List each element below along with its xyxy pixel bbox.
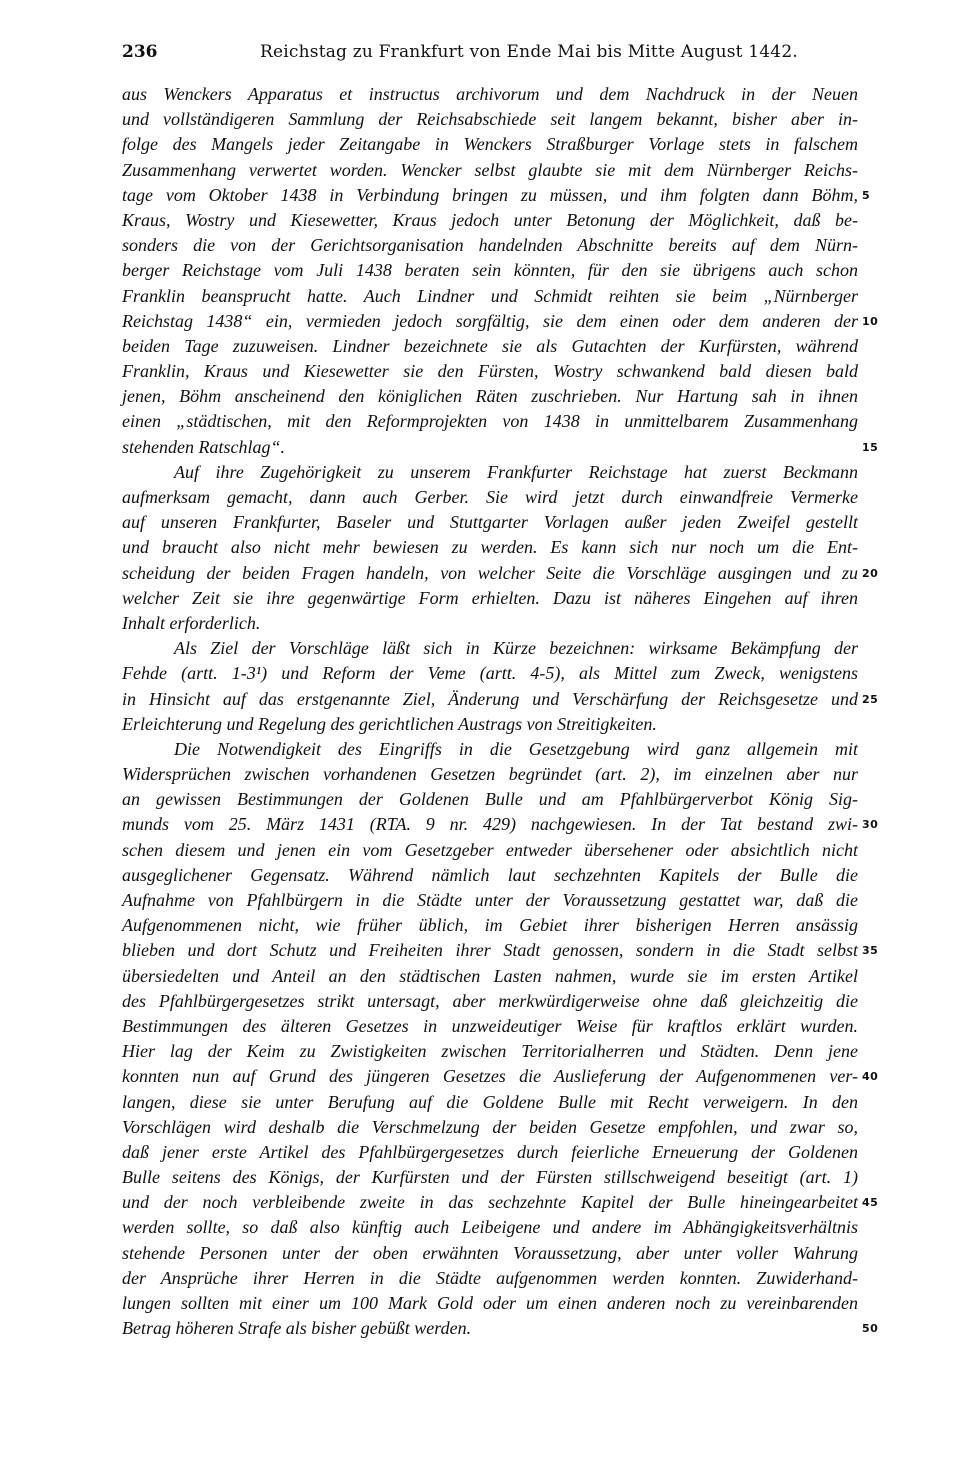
line-text: lungen sollten mit einer um 100 Mark Gold oder um einen anderen noch zu vereinbarenden xyxy=(122,1293,858,1313)
margin-line-number: 15 xyxy=(862,440,879,454)
text-line xyxy=(122,661,858,686)
line-text: folge des Mangels jeder Zeitangabe in Wenckers Straßburger Vorlage stets in falschem xyxy=(122,134,858,155)
line-text: Die Notwendigkeit des Eingriffs in die Gesetzgebung wird ganz allgemein mit xyxy=(174,738,858,759)
line-text: an gewissen Bestimmungen der Goldenen Bulle und am Pfahlbürgerverbot König Sig- xyxy=(122,789,858,810)
text-line xyxy=(122,863,858,888)
line-text: und braucht also nicht mehr bewiesen zu werden. Es kann sich nur noch um die Ent- xyxy=(122,537,858,558)
margin-line-number: 45 xyxy=(862,1196,879,1210)
text-line xyxy=(122,1115,858,1140)
line-text: des Pfahlbürgergesetzes strikt untersagt, aber merkwürdigerweise ohne daß gleichzeitig die xyxy=(122,990,858,1011)
text-line xyxy=(122,435,879,460)
running-head: Reichstag zu Frankfurt von Ende Mai bis Mitte August 1442. xyxy=(260,42,798,62)
line-text: und der noch verbleibende zweite in das sechzehnte Kapitel der Bulle hineingearbeitet xyxy=(122,1192,858,1213)
text-line xyxy=(122,1241,858,1266)
line-text: scheidung der beiden Fragen handeln, von welcher Seite die Vorschläge ausgingen und zu xyxy=(122,562,858,583)
line-text: langen, diese sie unter Berufung auf die Goldene Bulle mit Recht verweigern. In den xyxy=(122,1091,858,1112)
line-text: stehende Personen unter der oben erwähnten Voraussetzung, aber unter voller Wahrung xyxy=(122,1242,858,1263)
margin-line-number: 30 xyxy=(862,818,879,832)
line-text: konnten nun auf Grund des jüngeren Gesetzes die Auslieferung der Aufgenommenen ver- xyxy=(122,1066,858,1087)
line-text: Fehde (artt. 1-3¹) und Reform der Veme (artt. 4-5), als Mittel zum Zweck, wenigstens xyxy=(122,663,858,684)
text-line xyxy=(122,737,858,762)
text-line xyxy=(122,712,858,737)
line-text: und vollständigeren Sammlung der Reichsabschiede seit langem bekannt, bisher aber in- xyxy=(122,109,858,130)
text-line xyxy=(122,636,858,661)
text-line xyxy=(122,1266,858,1291)
text-line xyxy=(122,938,879,963)
text-line xyxy=(122,158,858,183)
line-text: Inhalt erforderlich. xyxy=(122,612,261,633)
line-text: Auf ihre Zugehörigkeit zu unserem Frankfurter Reichstage hat zuerst Beckmann xyxy=(174,461,858,482)
text-line xyxy=(122,132,858,157)
text-line xyxy=(122,611,858,636)
line-text: beiden Tage zuzuweisen. Lindner bezeichnete sie als Gutachten der Kurfürsten, während xyxy=(122,335,858,356)
text-line xyxy=(122,409,858,434)
line-text: Zusammenhang verwertet worden. Wencker selbst glaubte sie mit dem Nürnberger Reichs- xyxy=(122,159,858,180)
line-text: ausgeglichener Gegensatz. Während nämlich laut sechzehnten Kapitels der Bulle die xyxy=(122,864,858,885)
margin-line-number: 20 xyxy=(862,566,879,580)
line-text: Bestimmungen des älteren Gesetzes in unzweideutiger Weise für kraftlos erklärt wurden. xyxy=(122,1015,858,1036)
text-line xyxy=(122,687,879,712)
text-line xyxy=(122,561,879,586)
line-text: Reichstag 1438“ ein, vermieden jedoch sorgfältig, sie dem einen oder dem anderen der xyxy=(122,310,858,331)
line-text: aus Wenckers Apparatus et instructus archivorum und dem Nachdruck in der Neuen xyxy=(122,84,858,104)
line-text: Betrag höheren Strafe als bisher gebüßt werden. xyxy=(122,1318,472,1339)
text-line xyxy=(122,334,858,359)
text-line xyxy=(122,183,871,208)
text-line xyxy=(122,586,858,611)
text-line xyxy=(122,787,858,812)
line-text: blieben und dort Schutz und Freiheiten ihrer Stadt genossen, sondern in die Stadt selbst xyxy=(122,940,858,961)
line-text: auf unseren Frankfurter, Baseler und Stuttgarter Vorlagen außer jeden Zweifel gestellt xyxy=(122,512,858,533)
margin-line-number: 5 xyxy=(862,188,871,202)
text-line xyxy=(122,233,858,258)
page-header xyxy=(122,42,862,68)
margin-line-number: 40 xyxy=(862,1070,879,1084)
text-line xyxy=(122,384,858,409)
text-line xyxy=(122,107,858,132)
line-text: Aufnahme von Pfahlbürgern in die Städte unter der Voraussetzung gestattet war, daß die xyxy=(122,890,858,910)
text-line xyxy=(122,1014,858,1039)
line-text: sonders die von der Gerichtsorganisation handelnden Abschnitte bereits auf dem Nürn- xyxy=(122,235,858,256)
page-number: 236 xyxy=(122,42,158,62)
text-line xyxy=(122,1190,879,1215)
text-line xyxy=(122,1165,858,1190)
line-text: daß jener erste Artikel des Pfahlbürgergesetzes durch feierliche Erneuerung der Goldenen xyxy=(122,1141,858,1162)
line-text: aufmerksam gemacht, dann auch Gerber. Sie wird jetzt durch einwandfreie Vermerke xyxy=(122,487,858,507)
text-line xyxy=(122,1140,858,1165)
line-text: in Hinsicht auf das erstgenannte Ziel, Änderung und Verschärfung der Reichsgesetze und xyxy=(122,688,858,709)
line-text: der Ansprüche ihrer Herren in die Städte aufgenommen werden konnten. Zuwiderhand- xyxy=(122,1267,858,1288)
text-line xyxy=(122,812,879,837)
text-line xyxy=(122,1316,879,1341)
text-line xyxy=(122,1039,858,1064)
text-line xyxy=(122,510,858,535)
line-text: schen diesem und jenen ein vom Gesetzgeber entweder übersehener oder absichtlich nicht xyxy=(122,839,858,860)
text-line xyxy=(122,485,858,510)
line-text: Bulle seitens des Königs, der Kurfürsten und der Fürsten stillschweigend beseitigt (art. 1) xyxy=(122,1167,858,1188)
line-text: Widersprüchen zwischen vorhandenen Gesetzen begründet (art. 2), im einzelnen aber nur xyxy=(122,764,858,785)
margin-line-number: 10 xyxy=(862,314,879,328)
text-line xyxy=(122,1064,879,1089)
line-text: einen „städtischen, mit den Reformprojekten von 1438 in unmittelbarem Zusammenhang xyxy=(122,411,858,432)
line-text: Franklin beansprucht hatte. Auch Lindner und Schmidt reihten sie beim „Nürnberger xyxy=(122,285,858,306)
text-line xyxy=(122,460,858,485)
text-line xyxy=(122,284,858,309)
text-line xyxy=(122,535,858,560)
text-line xyxy=(122,1215,858,1240)
margin-line-number: 25 xyxy=(862,692,879,706)
text-line xyxy=(122,309,879,334)
text-line xyxy=(122,964,858,989)
text-line xyxy=(122,359,858,384)
line-text: tage vom Oktober 1438 in Verbindung bringen zu müssen, und ihm folgten dann Böhm, xyxy=(122,184,858,205)
line-text: Franklin, Kraus und Kiesewetter sie den Fürsten, Wostry schwankend bald diesen bald xyxy=(122,361,858,382)
line-text: munds vom 25. März 1431 (RTA. 9 nr. 429) nachgewiesen. In der Tat bestand zwi- xyxy=(122,814,858,835)
margin-line-number: 50 xyxy=(862,1322,879,1336)
line-text: berger Reichstage vom Juli 1438 beraten sein könnten, für den sie übrigens auch schon xyxy=(122,260,858,281)
text-line xyxy=(122,838,858,863)
text-line xyxy=(122,1090,858,1115)
line-text: übersiedelten und Anteil an den städtischen Lasten nahmen, wurde sie im ersten Artikel xyxy=(122,965,858,986)
line-text: Erleichterung und Regelung des gerichtlichen Austrags von Streitigkeiten. xyxy=(122,713,657,734)
line-text: stehenden Ratschlag“. xyxy=(122,436,285,457)
margin-line-number: 35 xyxy=(862,944,879,958)
line-text: jenen, Böhm anscheinend den königlichen Räten zuschrieben. Nur Hartung sah in ihnen xyxy=(122,386,858,407)
text-line xyxy=(122,208,858,233)
text-line xyxy=(122,82,858,107)
text-line xyxy=(122,1291,858,1316)
text-line xyxy=(122,762,858,787)
line-text: Vorschlägen wird deshalb die Verschmelzung der beiden Gesetze empfohlen, und zwar so, xyxy=(122,1116,858,1137)
line-text: Als Ziel der Vorschläge läßt sich in Kürze bezeichnen: wirksame Bekämpfung der xyxy=(174,638,858,659)
body-text xyxy=(122,82,879,1341)
line-text: werden sollte, so daß also künftig auch Leibeigene und andere im Abhängigkeitsverhältnis xyxy=(122,1217,858,1238)
line-text: welcher Zeit sie ihre gegenwärtige Form erhielten. Dazu ist näheres Eingehen auf ihren xyxy=(122,587,858,608)
line-text: Hier lag der Keim zu Zwistigkeiten zwischen Territorialherren und Städten. Denn jene xyxy=(122,1041,858,1062)
text-line xyxy=(122,989,858,1014)
text-line xyxy=(122,888,858,913)
text-line xyxy=(122,913,858,938)
text-line xyxy=(122,258,858,283)
line-text: Kraus, Wostry und Kiesewetter, Kraus jedoch unter Betonung der Möglichkeit, daß be- xyxy=(122,209,858,230)
line-text: Aufgenommenen nicht, wie früher üblich, im Gebiet ihrer bisherigen Herren ansässig xyxy=(122,915,858,936)
